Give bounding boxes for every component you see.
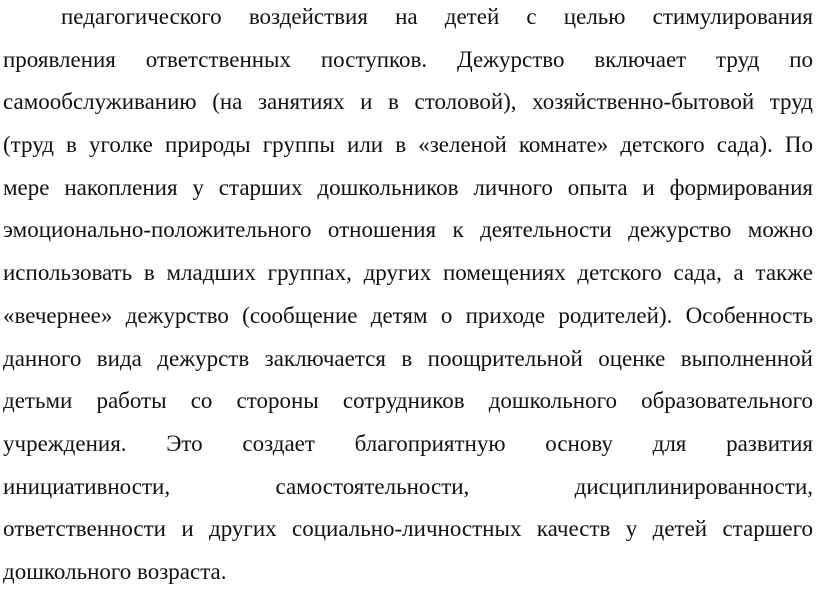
text-line-5: мере накопления у старших дошкольников личного опыта и формирования xyxy=(3,174,813,200)
text-line-4: (труд в уголке природы группы или в «зеленой комнате» детского сада). По xyxy=(3,132,813,158)
text-line-14: дошкольного возраста. xyxy=(3,558,227,584)
text-line-2: проявления ответственных поступков. Дежурство включает труд по xyxy=(3,46,813,72)
text-line-9: данного вида дежурств заключается в поощрительной оценке выполненной xyxy=(3,345,813,371)
text-line-11: учреждения. Это создает благоприятную основу для развития xyxy=(3,430,813,456)
text-line-8: «вечернее» дежурство (сообщение детям о приходе родителей). Особенность xyxy=(3,302,813,328)
text-line-6: эмоционально-положительного отношения к деятельности дежурство можно xyxy=(3,217,813,243)
text-line-1: педагогического воздействия на детей с целью стимулирования xyxy=(61,4,813,29)
text-line-13: ответственности и других социально-личностных качеств у детей старшего xyxy=(3,516,813,542)
paragraph xyxy=(3,0,813,598)
text-line-7: использовать в младших группах, других помещениях детского сада, а также xyxy=(3,260,813,286)
text-line-3: самообслуживанию (на занятиях и в столовой), хозяйственно-бытовой труд xyxy=(3,89,813,115)
text-line-10: детьми работы со стороны сотрудников дошкольного образовательного xyxy=(3,388,813,414)
text-line-12: инициативности, самостоятельности, дисциплинированности, xyxy=(3,473,813,499)
